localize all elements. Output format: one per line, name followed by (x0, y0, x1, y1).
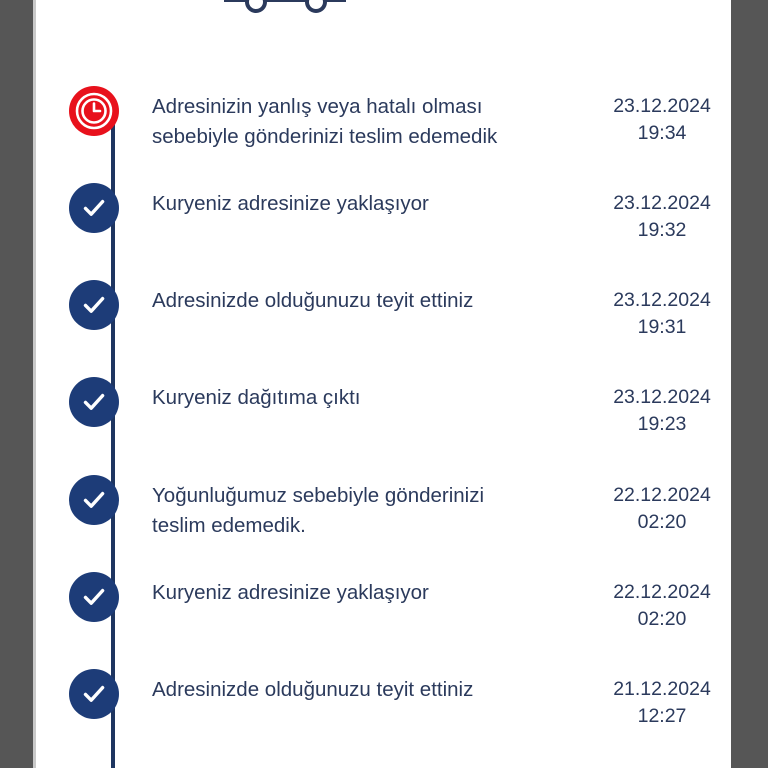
check-circle-icon (69, 377, 119, 427)
timeline-marker-cell (36, 572, 152, 622)
check-circle-icon (69, 669, 119, 719)
timeline-label-cell (152, 475, 593, 541)
tracking-page (36, 0, 731, 768)
timeline-event-date: 21.12.2024 (613, 678, 711, 700)
timeline-datetime-cell (593, 280, 731, 341)
timeline-label-cell (152, 572, 593, 608)
timeline-event-row[interactable] (36, 377, 731, 475)
delivery-truck-icon (220, 0, 350, 16)
timeline-event-row[interactable] (36, 183, 731, 280)
timeline-event-time: 19:31 (637, 316, 687, 338)
timeline-event-time: 02:20 (637, 608, 687, 630)
timeline-label-cell (152, 280, 593, 316)
timeline-event-label: Kuryeniz dağıtıma çıktı (152, 386, 361, 409)
timeline-event-row[interactable] (36, 669, 731, 759)
timeline-marker-cell (36, 183, 152, 233)
timeline-datetime-cell (593, 669, 731, 730)
left-gutter (0, 0, 33, 768)
timeline-event-time: 02:20 (637, 511, 687, 533)
timeline-event-time: 19:23 (637, 413, 687, 435)
clock-alert-icon (69, 86, 119, 136)
timeline-event-row[interactable] (36, 280, 731, 377)
timeline-event-label: Yoğunluğumuz sebebiyle gönderinizi teslim edemedik. (152, 484, 485, 537)
timeline-event-date: 23.12.2024 (613, 289, 711, 311)
right-gutter (731, 0, 768, 768)
check-circle-icon (69, 572, 119, 622)
timeline-datetime-cell (593, 475, 731, 536)
timeline-marker-cell (36, 86, 152, 136)
timeline-datetime-cell (593, 183, 731, 244)
timeline-datetime-cell (593, 86, 731, 147)
shipment-timeline (36, 86, 731, 759)
check-circle-icon (69, 280, 119, 330)
timeline-event-label: Adresinizde olduğunuzu teyit ettiniz (152, 289, 474, 312)
timeline-event-time: 12:27 (637, 705, 687, 727)
timeline-event-date: 23.12.2024 (613, 386, 711, 408)
timeline-marker-cell (36, 377, 152, 427)
timeline-event-row[interactable] (36, 475, 731, 572)
timeline-datetime-cell (593, 572, 731, 633)
timeline-event-row[interactable] (36, 572, 731, 669)
timeline-event-row[interactable] (36, 86, 731, 183)
timeline-event-date: 23.12.2024 (613, 192, 711, 214)
timeline-label-cell (152, 669, 593, 705)
timeline-label-cell (152, 183, 593, 219)
timeline-event-label: Adresinizde olduğunuzu teyit ettiniz (152, 678, 474, 701)
timeline-event-label: Kuryeniz adresinize yaklaşıyor (152, 581, 429, 604)
timeline-event-date: 23.12.2024 (613, 95, 711, 117)
timeline-marker-cell (36, 669, 152, 719)
timeline-event-date: 22.12.2024 (613, 484, 711, 506)
timeline-marker-cell (36, 475, 152, 525)
timeline-event-date: 22.12.2024 (613, 581, 711, 603)
timeline-event-label: Adresinizin yanlış veya hatalı olması sebebiyle gönderinizi teslim edemedik (152, 95, 498, 148)
timeline-event-label: Kuryeniz adresinize yaklaşıyor (152, 192, 429, 215)
timeline-marker-cell (36, 280, 152, 330)
check-circle-icon (69, 183, 119, 233)
timeline-label-cell (152, 86, 593, 152)
timeline-datetime-cell (593, 377, 731, 438)
timeline-event-time: 19:34 (637, 122, 687, 144)
check-circle-icon (69, 475, 119, 525)
timeline-label-cell (152, 377, 593, 413)
timeline-event-time: 19:32 (637, 219, 687, 241)
